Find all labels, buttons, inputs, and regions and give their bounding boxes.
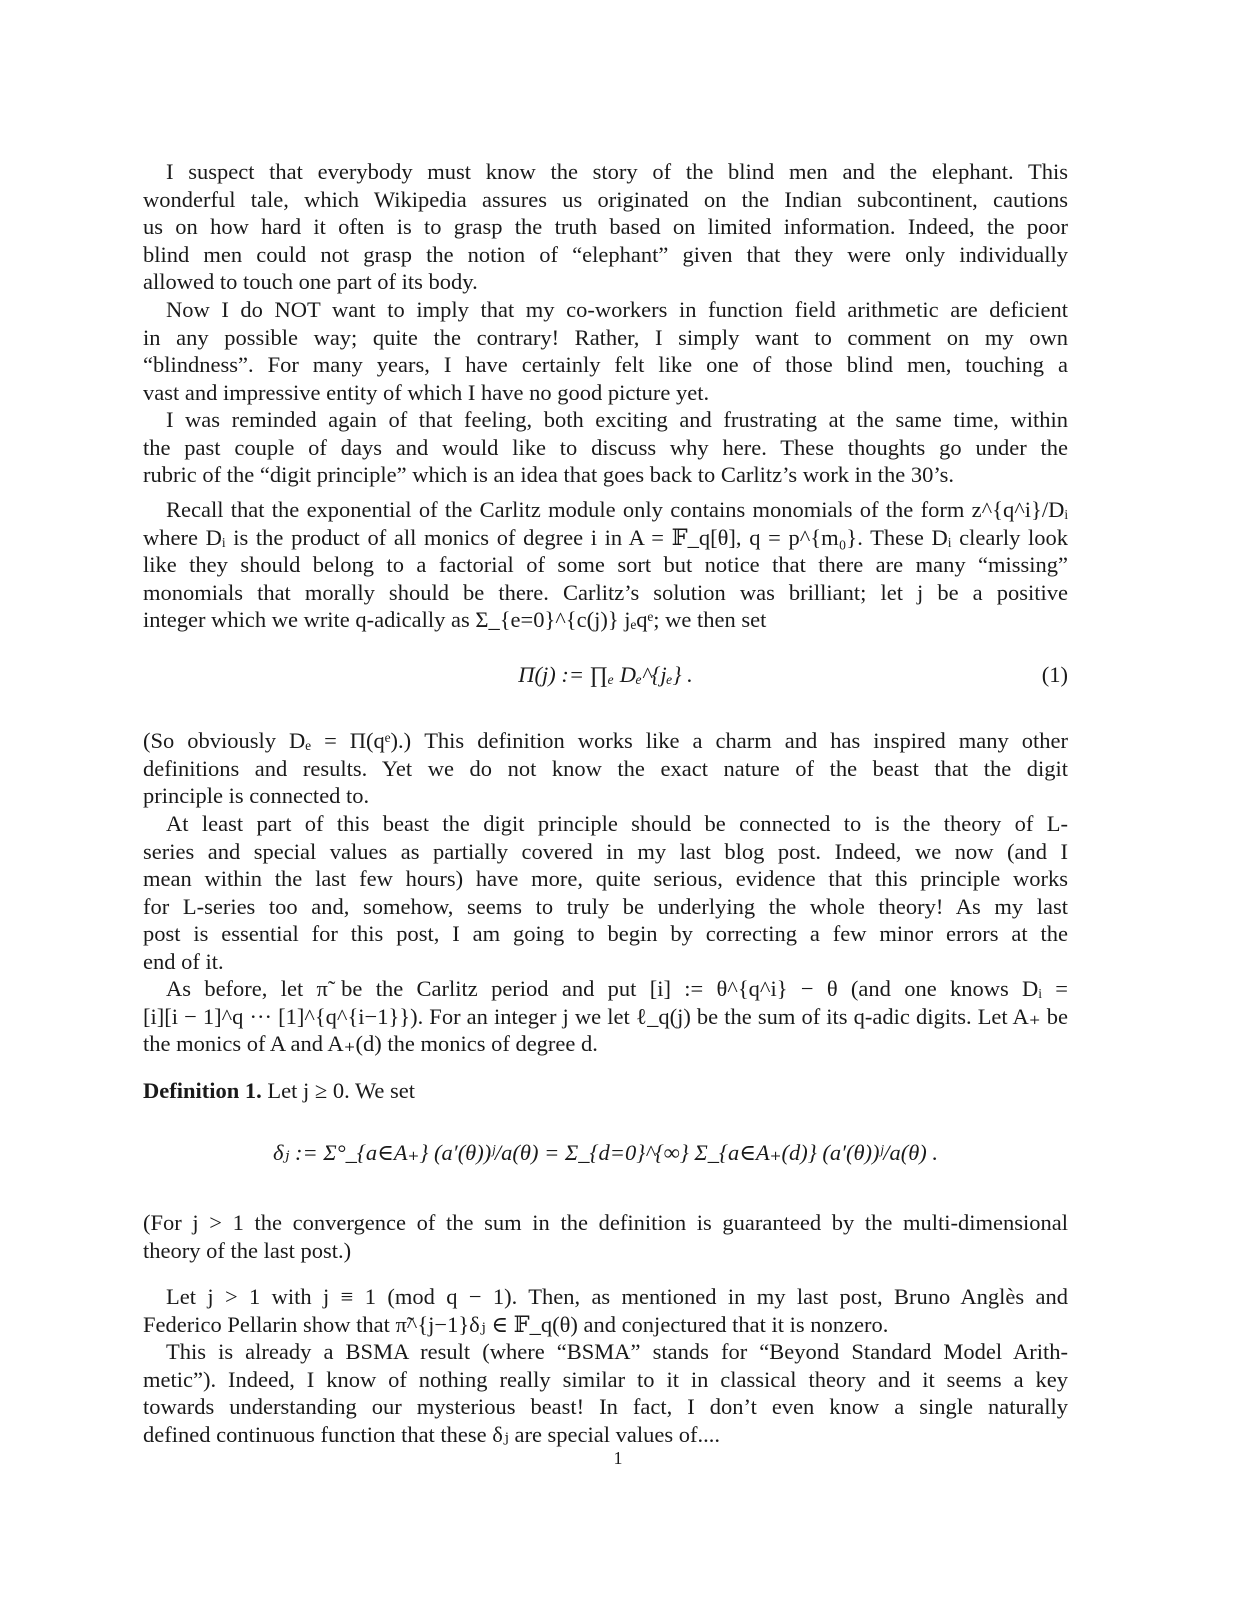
text-line: (For j > 1 the convergence of the sum in the definition is guaranteed by the multi-dimensional [143,1210,1068,1235]
text-line: wonderful tale, which Wikipedia assures us originated on the Indian subcontinent, cautions [143,186,1068,212]
paragraph [143,810,1068,976]
text-line: integer which we write q-adically as Σ_{e=0}^{c(j)} jₑqᵉ; we then set [143,607,767,633]
paragraph [143,406,1068,489]
definition-text: Let j ≥ 0. We set [267,1078,415,1103]
text-line: towards understanding our mysterious beast! In fact, I don’t even know a single naturally [143,1394,1068,1420]
paragraph [143,727,1068,810]
text-line: theory of the last post.) [143,1237,352,1263]
text-line: in any possible way; quite the contrary! Rather, I simply want to comment on my own [143,324,1068,350]
text-line: metic”). Indeed, I know of nothing really similar to it in classical theory and it seems a key [143,1366,1068,1392]
text-line: I was reminded again of that feeling, both exciting and frustrating at the same time, within [166,407,1068,432]
text-line: This is already a BSMA result (where “BSMA” stands for “Beyond Standard Model Arith- [166,1339,1068,1364]
definition-label: Definition 1. [143,1078,262,1103]
text-line: where Dᵢ is the product of all monics of degree i in A = 𝔽_q[θ], q = p^{m₀}. These Dᵢ clearly look [143,524,1068,550]
equation-number: (1) [1041,662,1068,687]
paragraph [143,1338,1068,1448]
paragraph [143,1283,1068,1338]
text-line: us on how hard it often is to grasp the truth based on limited information. Indeed, the poor [143,214,1068,240]
equation-2 [143,1140,1068,1166]
text-line: like they should belong to a factorial of some sort but notice that there are many “missing” [143,552,1068,578]
text-line: the past couple of days and would like to discuss why here. These thoughts go under the [143,434,1068,460]
text-line: blind men could not grasp the notion of “elephant” given that they were only individually [143,241,1068,267]
text-line: [i][i − 1]^q ··· [1]^{q^{i−1}}). For an integer j we let ℓ_q(j) be the sum of its q-adic digits. Let A₊ be [143,1003,1068,1029]
text-line: rubric of the “digit principle” which is an idea that goes back to Carlitz’s work in the 30’s. [143,462,955,488]
paragraph [143,496,1068,634]
paragraph [143,975,1068,1058]
page-number: 1 [613,1448,623,1468]
text-line: monomials that morally should be there. Carlitz’s solution was brilliant; let j be a positive [143,579,1068,605]
text-line: “blindness”. For many years, I have certainly felt like one of those blind men, touching a [143,352,1068,378]
text-line: At least part of this beast the digit principle should be connected to is the theory of L- [166,811,1068,836]
text-line: defined continuous function that these δⱼ are special values of.... [143,1421,720,1447]
text-line: end of it. [143,948,224,974]
text-line: definitions and results. Yet we do not know the exact nature of the beast that the digit [143,755,1068,781]
text-line: Recall that the exponential of the Carlitz module only contains monomials of the form z^{q^i}/Dᵢ [166,497,1068,522]
text-line: (So obviously Dₑ = Π(qᵉ).) This definition works like a charm and has inspired many other [143,728,1068,753]
text-line: mean within the last few hours) have more, quite serious, evidence that this principle works [143,866,1068,892]
text-line: principle is connected to. [143,783,370,809]
definition-heading [143,1077,1068,1105]
paragraph [143,296,1068,406]
text-line: series and special values as partially covered in my last blog post. Indeed, we now (and I [143,838,1068,864]
text-line: As before, let π̃ be the Carlitz period and put [i] := θ^{q^i} − θ (and one knows Dᵢ = [166,976,1068,1001]
text-line: vast and impressive entity of which I have no good picture yet. [143,379,710,405]
text-line: I suspect that everybody must know the story of the blind men and the elephant. This [166,159,1068,184]
text-line: post is essential for this post, I am going to begin by correcting a few minor errors at the [143,921,1068,947]
text-line: for L-series too and, somehow, seems to truly be underlying the whole theory! As my last [143,893,1068,919]
equation-2-formula: δⱼ := Σ°_{a∈A₊} (a′(θ))ʲ/a(θ) = Σ_{d=0}^{∞} Σ_{a∈A₊(d)} (a′(θ))ʲ/a(θ) . [272,1140,939,1165]
equation-1 [143,662,1068,688]
text-line: Federico Pellarin show that π̃^{j−1}δⱼ ∈ 𝔽_q(θ) and conjectured that it is nonzero. [143,1311,889,1337]
text-line: Now I do NOT want to imply that my co-workers in function field arithmetic are deficient [166,297,1068,322]
equation-1-formula: Π(j) := ∏ₑ Dₑ^{jₑ} . [518,662,693,687]
text-line: the monics of A and A₊(d) the monics of degree d. [143,1031,598,1057]
paragraph [143,1209,1068,1264]
text-line: allowed to touch one part of its body. [143,269,478,295]
text-line: Let j > 1 with j ≡ 1 (mod q − 1). Then, as mentioned in my last post, Bruno Anglès and [166,1284,1068,1309]
paragraph [143,158,1068,296]
